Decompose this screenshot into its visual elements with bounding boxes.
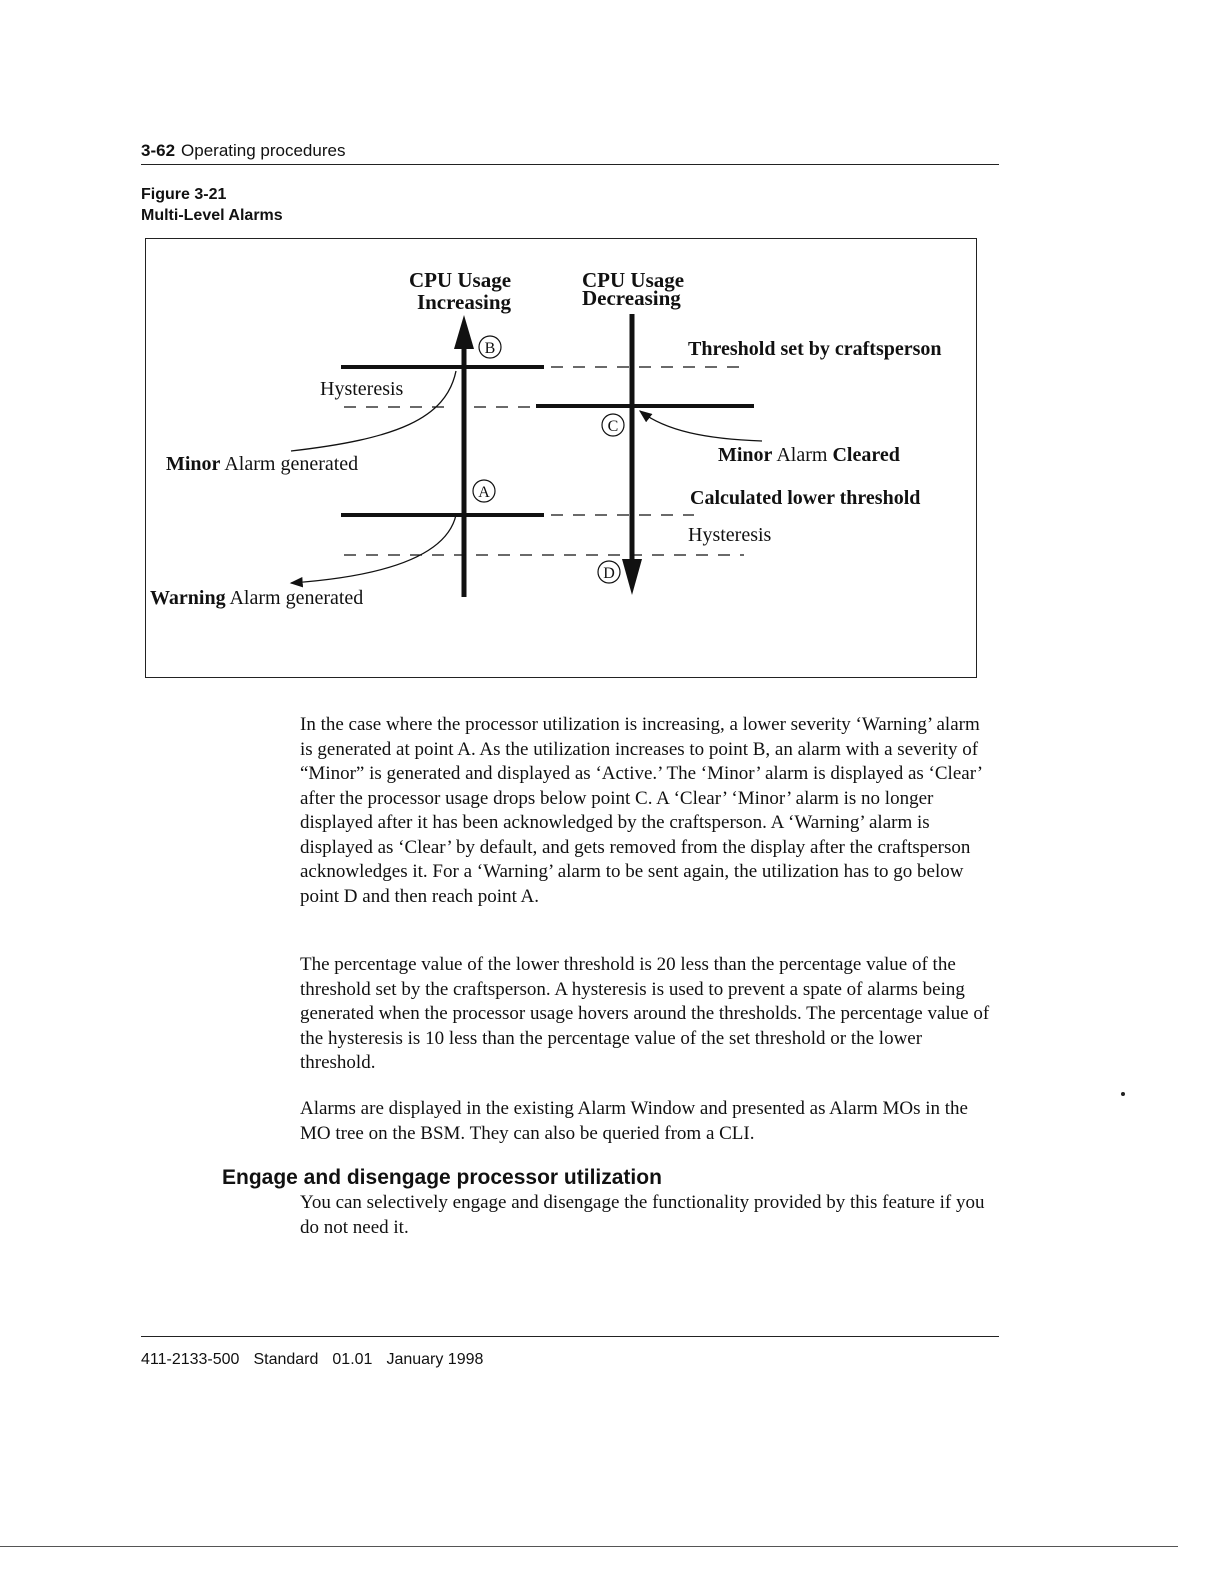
cpu-increasing-line2: Increasing: [416, 290, 512, 314]
point-d-label: D: [603, 565, 615, 582]
point-c-label: C: [607, 418, 619, 435]
minor-cleared-curve: [640, 411, 762, 441]
scan-speck: [1121, 1092, 1125, 1096]
point-b-label: B: [484, 340, 496, 357]
figure-caption: Multi-Level Alarms: [141, 207, 283, 224]
minor-cleared-word-cleared: Cleared: [832, 444, 900, 466]
warning-generated-label: [150, 587, 363, 609]
warning-generated-word-rest: Alarm generated: [229, 587, 364, 609]
section-heading: Engage and disengage processor utilization: [222, 1166, 662, 1189]
decreasing-arrow-head: [622, 559, 642, 595]
doc-date: January 1998: [386, 1351, 484, 1368]
doc-status: Standard: [253, 1351, 319, 1368]
threshold-set-label: Threshold set by craftsperson: [688, 338, 942, 360]
doc-version: 01.01: [332, 1351, 373, 1368]
scan-edge-line: [0, 1546, 1178, 1547]
warning-generated-curve: [291, 515, 456, 583]
paragraph-3: Alarms are displayed in the existing Alarm Window and presented as Alarm MOs in the MO tree on the BSM. They can also be queried from a CLI.: [300, 1098, 968, 1144]
section-title: Operating procedures: [181, 141, 346, 160]
cpu-decreasing-line2: Decreasing: [582, 286, 681, 310]
increasing-arrow-head: [454, 315, 474, 349]
page-number: 3-62: [141, 141, 176, 160]
doc-number: 411-2133-500: [141, 1351, 240, 1368]
calculated-lower-label: Calculated lower threshold: [690, 487, 921, 509]
paragraph-4: You can selectively engage and disengage the functionality provided by this feature if you do not need it.: [300, 1192, 985, 1238]
cpu-increasing-line1: CPU Usage: [408, 268, 512, 292]
minor-generated-word-minor: Minor: [166, 453, 221, 475]
minor-cleared-label: [718, 444, 900, 466]
footer-rule: [141, 1336, 999, 1337]
minor-cleared-word-minor: Minor: [718, 444, 773, 466]
hysteresis-right-label: Hysteresis: [688, 524, 772, 546]
page-header: [141, 141, 345, 161]
minor-generated-word-rest: Alarm generated: [224, 453, 359, 475]
multi-level-alarms-figure: [145, 238, 977, 678]
header-rule: [141, 164, 999, 165]
paragraph-2: The percentage value of the lower threshold is 20 less than the percentage value of the threshold set by the craftsperson. A hysteresis is used to prevent a spate of alarms being generated when the processor usage hovers around the thresholds. The percentage value of the hysteresis is 10 less than the percentage value of the set threshold or the lower threshold.: [300, 954, 990, 1073]
minor-cleared-word-alarm: Alarm: [776, 444, 828, 466]
page-footer: [141, 1351, 497, 1369]
alarm-diagram: [146, 239, 978, 679]
cpu-decreasing-line1: CPU Usage: [582, 268, 685, 292]
minor-generated-label: [166, 453, 358, 475]
hysteresis-left-label: Hysteresis: [320, 378, 404, 400]
point-a-label: A: [478, 484, 490, 501]
figure-number: Figure 3-21: [141, 186, 227, 203]
warning-generated-word-warning: Warning: [150, 587, 226, 609]
paragraph-1: In the case where the processor utilization is increasing, a lower severity ‘Warning’ alarm is generated at point A. As the utilization increases to point B, an alarm with a severity of “Minor” is generated and displayed as ‘Active.’ The ‘Minor’ alarm is displayed as ‘Clear’ after the processor usage drops below point C. A ‘Clear’ ‘Minor’ alarm is no longer displayed after it has been acknowledged by the craftsperson. A ‘Warning’ alarm is displayed as ‘Clear’ by default, and gets removed from the display after the craftsperson acknowledges it. For a ‘Warning’ alarm to be sent again, the utilization has to go below point D and then reach point A.: [300, 714, 982, 907]
